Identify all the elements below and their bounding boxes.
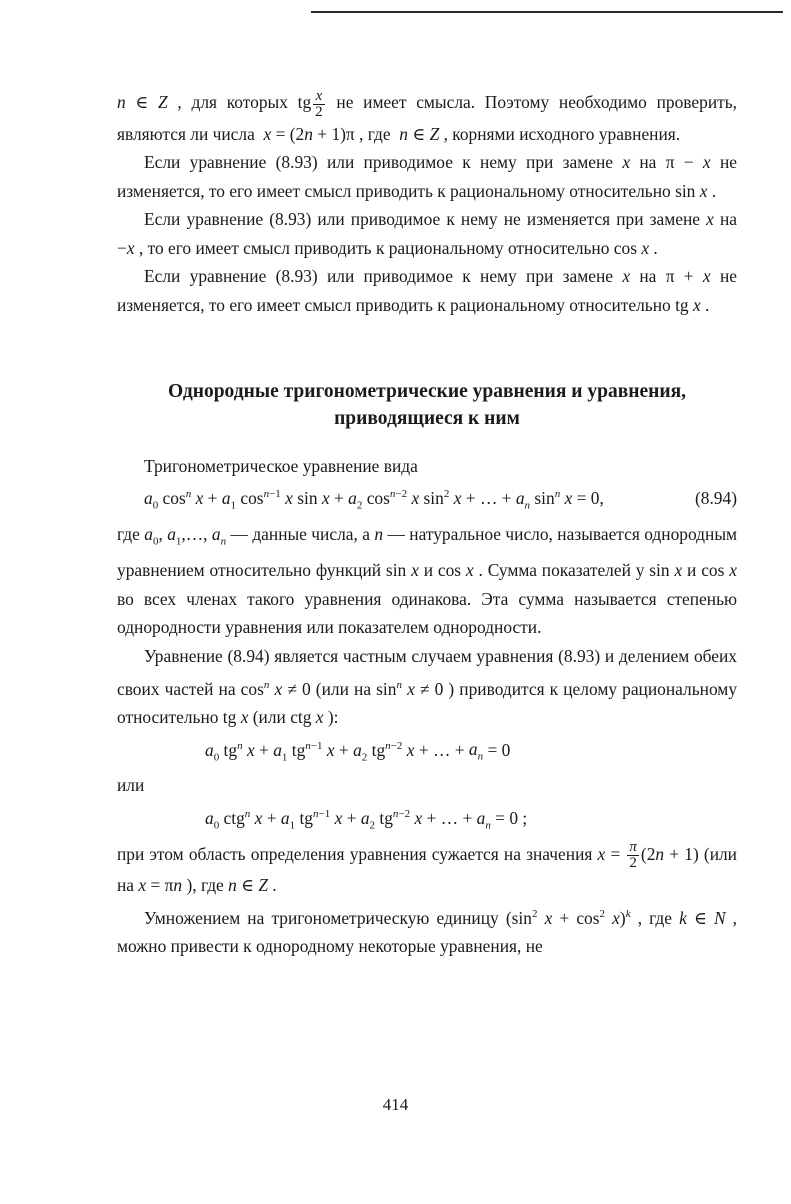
multiply-paragraph: Умножением на тригонометрическую единицу ($\sin^2$ $x + \cos^2 x)^k$ , где k ∈ N , можно привести к однородному некоторые уравнения, не: [117, 907, 738, 957]
equation-tg: $a_0$ $tg^n$ $x + a_1$ $tg^{n-1}$ $x + a_2$ $tg^{n-2}$ x + … + $a_n = 0$: [205, 739, 511, 763]
equation-body: $a_0$ $\cos^n x + a_1$ $\cos^{n-1} x$ $\sin x + a_2$ $\cos^{n-2} x$ $\sin^2 x$ + … + $a_n$ $\sin^n x = 0$,: [144, 488, 604, 512]
equation-ctg: $a_0$ ctg$^n$ $x + a_1$ $tg^{n-1}$ $x + a_2$ $tg^{n-2}$ x + … + $a_n = 0$ ;: [205, 807, 528, 832]
paragraph-3: Если уравнение (8.93) или приводимое к нему не изменяется при замене x на −x , то его имеет смысл приводить к рациональному относительно cos x .: [117, 209, 738, 258]
fraction-pi-over-2: $\frac{\pi}{2}$: [629, 839, 637, 872]
paragraph-1: n ∈ Z , для которых tg $\frac{x}{2}$ не имеет смысла. Поэтому необходимо проверить, являются ли числа x = (2n + 1)π , где n ∈ Z , корнями исходного уравнения.: [117, 87, 738, 144]
paragraph-4: Если уравнение (8.93) или приводимое к нему при замене x на π + x не изменяется, то его имеет смысл приводить к рациональному относительно tg x .: [117, 266, 737, 316]
or-word: или: [117, 775, 145, 796]
page-number: 414: [382, 1095, 409, 1114]
equation-8-94: [117, 480, 737, 520]
domain-paragraph: при этом область определения уравнения сужается на значения x = $\frac{\pi}{2}$ (2n + 1) (или на x = πn ), где n ∈ Z .: [117, 839, 737, 896]
header-rule: [311, 11, 783, 13]
page-body: [117, 88, 737, 961]
reduction-paragraph: Уравнение (8.94) является частным случаем уравнения (8.93) и делением обеих своих частей на $\cos^n x \ne 0$ (или на $\sin^n x \ne 0$ ) приводится к целому рациональному относительно tg x (или ctg x ):: [117, 645, 738, 727]
fraction-x-over-2: $\frac{x}{2}$: [315, 87, 323, 120]
paragraph-2: Если уравнение (8.93) или приводимое к нему при замене x на π − x не изменяется, то его имеет смысл приводить к рациональному относительно sin x .: [117, 152, 737, 201]
heading-line-2: приводящиеся к ним: [334, 407, 520, 429]
equation-number: (8.94): [694, 488, 737, 509]
intro-text: Тригонометрическое уравнение вида: [144, 455, 418, 476]
section-heading: [117, 378, 737, 432]
heading-line-1: Однородные тригонометрические уравнения и уравнения,: [167, 380, 687, 402]
definition-paragraph: где $a_0$, $a_1,\dots$, $a_n$ — данные числа, а n — натуральное число, называется однородным уравнением относительно функций sin x и cos x . Сумма показателей у sin x и cos x во всех членах такого уравнения одинакова. Эта сумма называется степенью однородности уравнения или показателем однородности.: [117, 524, 738, 638]
